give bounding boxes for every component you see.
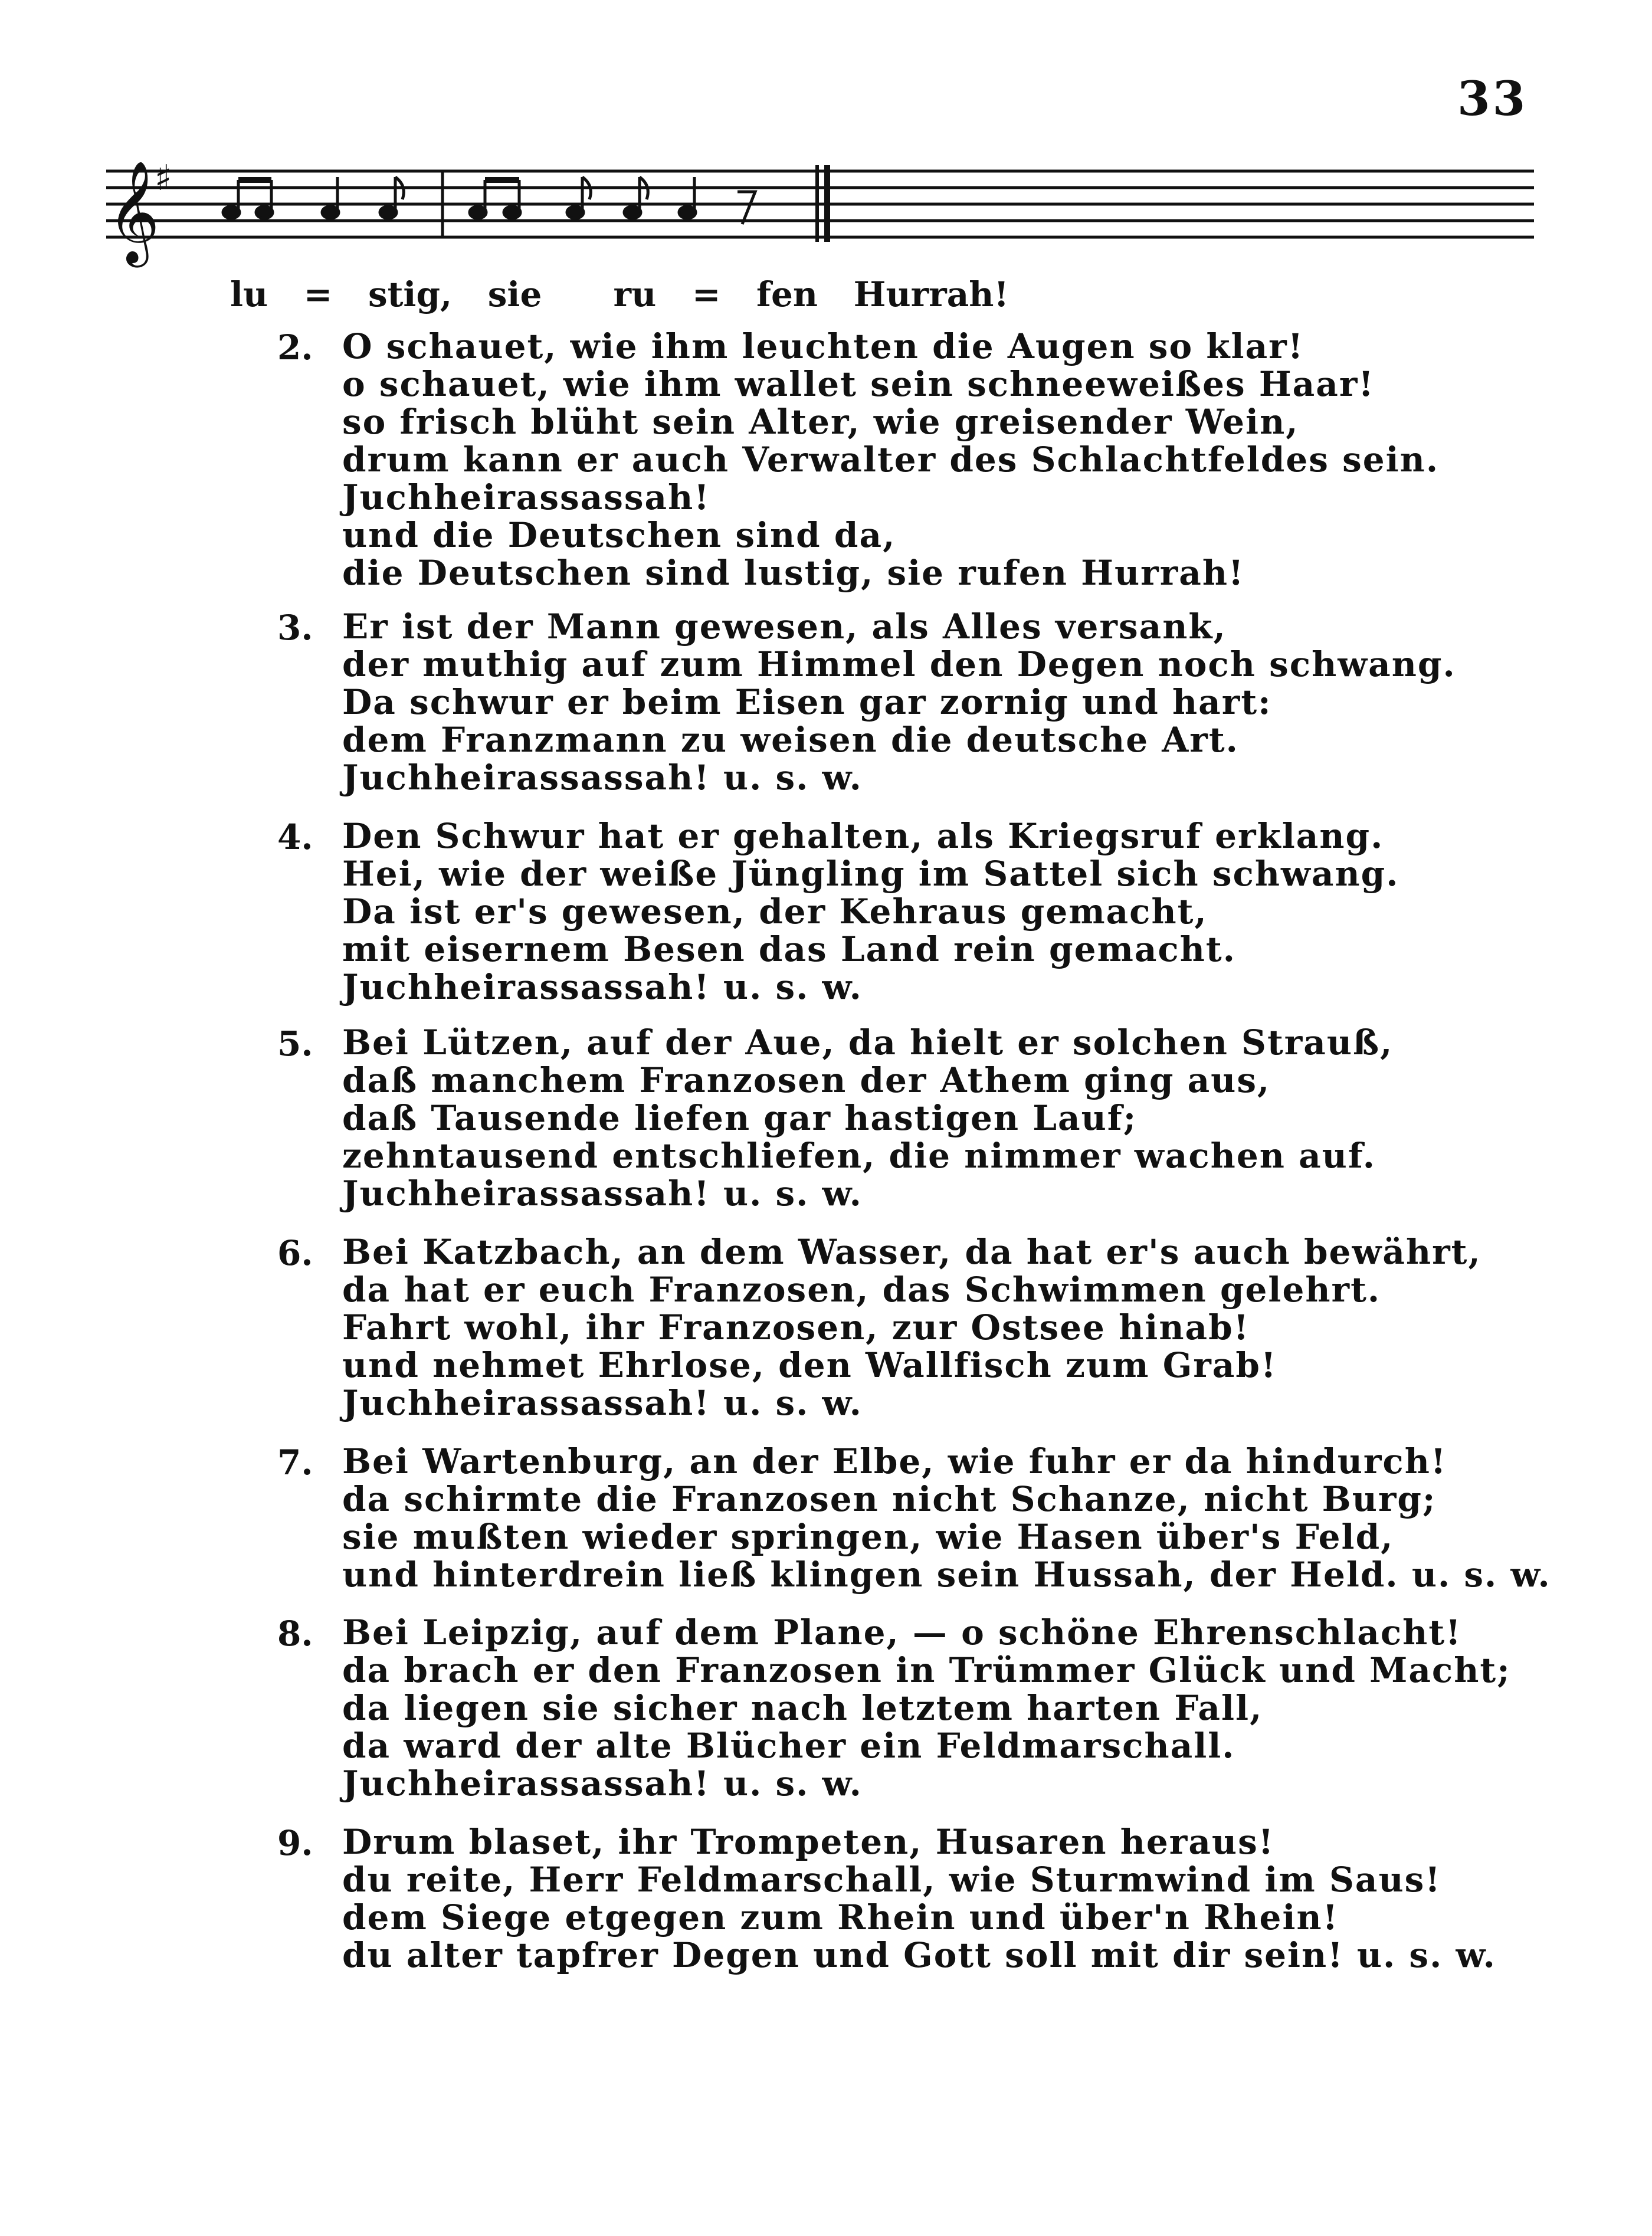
verse-line: drum kann er auch Verwalter des Schlachtfeldes sein.	[342, 440, 1440, 480]
verse-line: Bei Wartenburg, an der Elbe, wie fuhr er da hindurch!	[342, 1441, 1447, 1481]
lyric-line	[230, 274, 1009, 314]
verse-number: 5.	[277, 1024, 313, 1064]
verse-line: Juchheirassassah!	[342, 477, 710, 517]
verse-line: zehntausend entschliefen, die nimmer wachen auf.	[342, 1136, 1376, 1176]
verse-line: Juchheirassassah! u. s. w.	[342, 1173, 863, 1214]
lyric-syllable: lu	[230, 274, 268, 314]
verse-line: so frisch blüht sein Alter, wie greisender Wein,	[342, 402, 1299, 442]
stanza-7	[277, 1441, 1551, 1595]
verse-line: der muthig auf zum Himmel den Degen noch schwang.	[342, 644, 1456, 684]
lyric-syllable: =	[303, 274, 333, 314]
verse-line: Er ist der Mann gewesen, als Alles versank,	[342, 606, 1227, 647]
verse-line: Drum blaset, ihr Trompeten, Husaren heraus!	[342, 1822, 1275, 1862]
measure-one-notes	[223, 177, 404, 218]
verse-number: 9.	[277, 1823, 313, 1863]
verse-number: 3.	[277, 608, 313, 648]
verse-number: 2.	[277, 327, 313, 368]
verse-line: die Deutschen sind lustig, sie rufen Hurrah!	[342, 553, 1245, 593]
verse-line: dem Siege etgegen zum Rhein und über'n Rhein!	[342, 1897, 1339, 1937]
verse-line: da ward der alte Blücher ein Feldmarschall.	[342, 1726, 1235, 1766]
page-number: 33	[1457, 71, 1528, 126]
verse-line: o schauet, wie ihm wallet sein schneeweißes Haar!	[342, 364, 1375, 404]
stanza-8	[277, 1612, 1511, 1804]
verse-line: Da ist er's gewesen, der Kehraus gemacht,	[342, 891, 1208, 932]
verse-line: sie mußten wieder springen, wie Hasen über's Feld,	[342, 1517, 1394, 1557]
verse-line: da brach er den Franzosen in Trümmer Glück und Macht;	[342, 1650, 1511, 1690]
verse-line: und hinterdrein ließ klingen sein Hussah, der Held. u. s. w.	[342, 1555, 1551, 1595]
verse-line: Juchheirassassah! u. s. w.	[342, 1383, 863, 1423]
verse-line: du reite, Herr Feldmarschall, wie Sturmwind im Saus!	[342, 1860, 1441, 1900]
verse-line: und die Deutschen sind da,	[342, 515, 896, 555]
verse-number: 6.	[277, 1233, 313, 1273]
stanza-5	[277, 1024, 1504, 1212]
music-staff	[106, 153, 1534, 289]
stanza-2	[277, 327, 1504, 592]
verse-line: mit eisernem Besen das Land rein gemacht.	[342, 929, 1236, 969]
verse-line: Fahrt wohl, ihr Franzosen, zur Ostsee hinab!	[342, 1307, 1250, 1347]
verse-line: Bei Katzbach, an dem Wasser, da hat er's auch bewährt,	[342, 1232, 1481, 1272]
verse-line: Juchheirassassah! u. s. w.	[342, 967, 863, 1007]
lyric-syllable: Hurrah!	[853, 274, 1009, 314]
verse-line: O schauet, wie ihm leuchten die Augen so klar!	[342, 326, 1304, 366]
lyric-syllable: =	[691, 274, 721, 314]
verse-line: da liegen sie sicher nach letztem harten Fall,	[342, 1688, 1263, 1728]
verse-line: Juchheirassassah! u. s. w.	[342, 1763, 863, 1804]
sharp-sign-icon: ♯	[155, 158, 172, 199]
verse-number: 7.	[277, 1442, 313, 1483]
lyric-syllable: fen	[756, 274, 818, 314]
lyric-syllable: ru	[613, 274, 657, 314]
stanza-6	[277, 1233, 1504, 1422]
verse-line: du alter tapfrer Degen und Gott soll mit dir sein! u. s. w.	[342, 1935, 1496, 1975]
verse-number: 8.	[277, 1614, 313, 1654]
measure-two-notes	[470, 177, 755, 224]
verse-line: Den Schwur hat er gehalten, als Kriegsruf erklang.	[342, 816, 1384, 856]
verse-line: daß manchem Franzosen der Athem ging aus,	[342, 1060, 1271, 1100]
lyric-syllable: sie	[487, 274, 542, 314]
verse-line: Juchheirassassah! u. s. w.	[342, 758, 863, 798]
verse-line: Bei Lützen, auf der Aue, da hielt er solchen Strauß,	[342, 1022, 1394, 1063]
stanza-4	[277, 817, 1504, 1006]
verse-line: und nehmet Ehrlose, den Wallfisch zum Grab!	[342, 1345, 1277, 1385]
treble-clef-icon: 𝄞	[107, 160, 160, 263]
stanza-9	[277, 1823, 1504, 1974]
verse-line: Hei, wie der weiße Jüngling im Sattel sich schwang.	[342, 854, 1399, 894]
verse-line: da schirmte die Franzosen nicht Schanze, nicht Burg;	[342, 1479, 1437, 1519]
verse-line: daß Tausende liefen gar hastigen Lauf;	[342, 1098, 1138, 1138]
verse-number: 4.	[277, 817, 313, 857]
verse-line: dem Franzmann zu weisen die deutsche Art.	[342, 720, 1239, 760]
verse-line: da hat er euch Franzosen, das Schwimmen gelehrt.	[342, 1270, 1381, 1310]
stanza-3	[277, 608, 1504, 796]
verse-line: Da schwur er beim Eisen gar zornig und hart:	[342, 682, 1272, 722]
lyric-syllable: stig,	[368, 274, 453, 314]
verse-line: Bei Leipzig, auf dem Plane, — o schöne Ehrenschlacht!	[342, 1612, 1462, 1653]
